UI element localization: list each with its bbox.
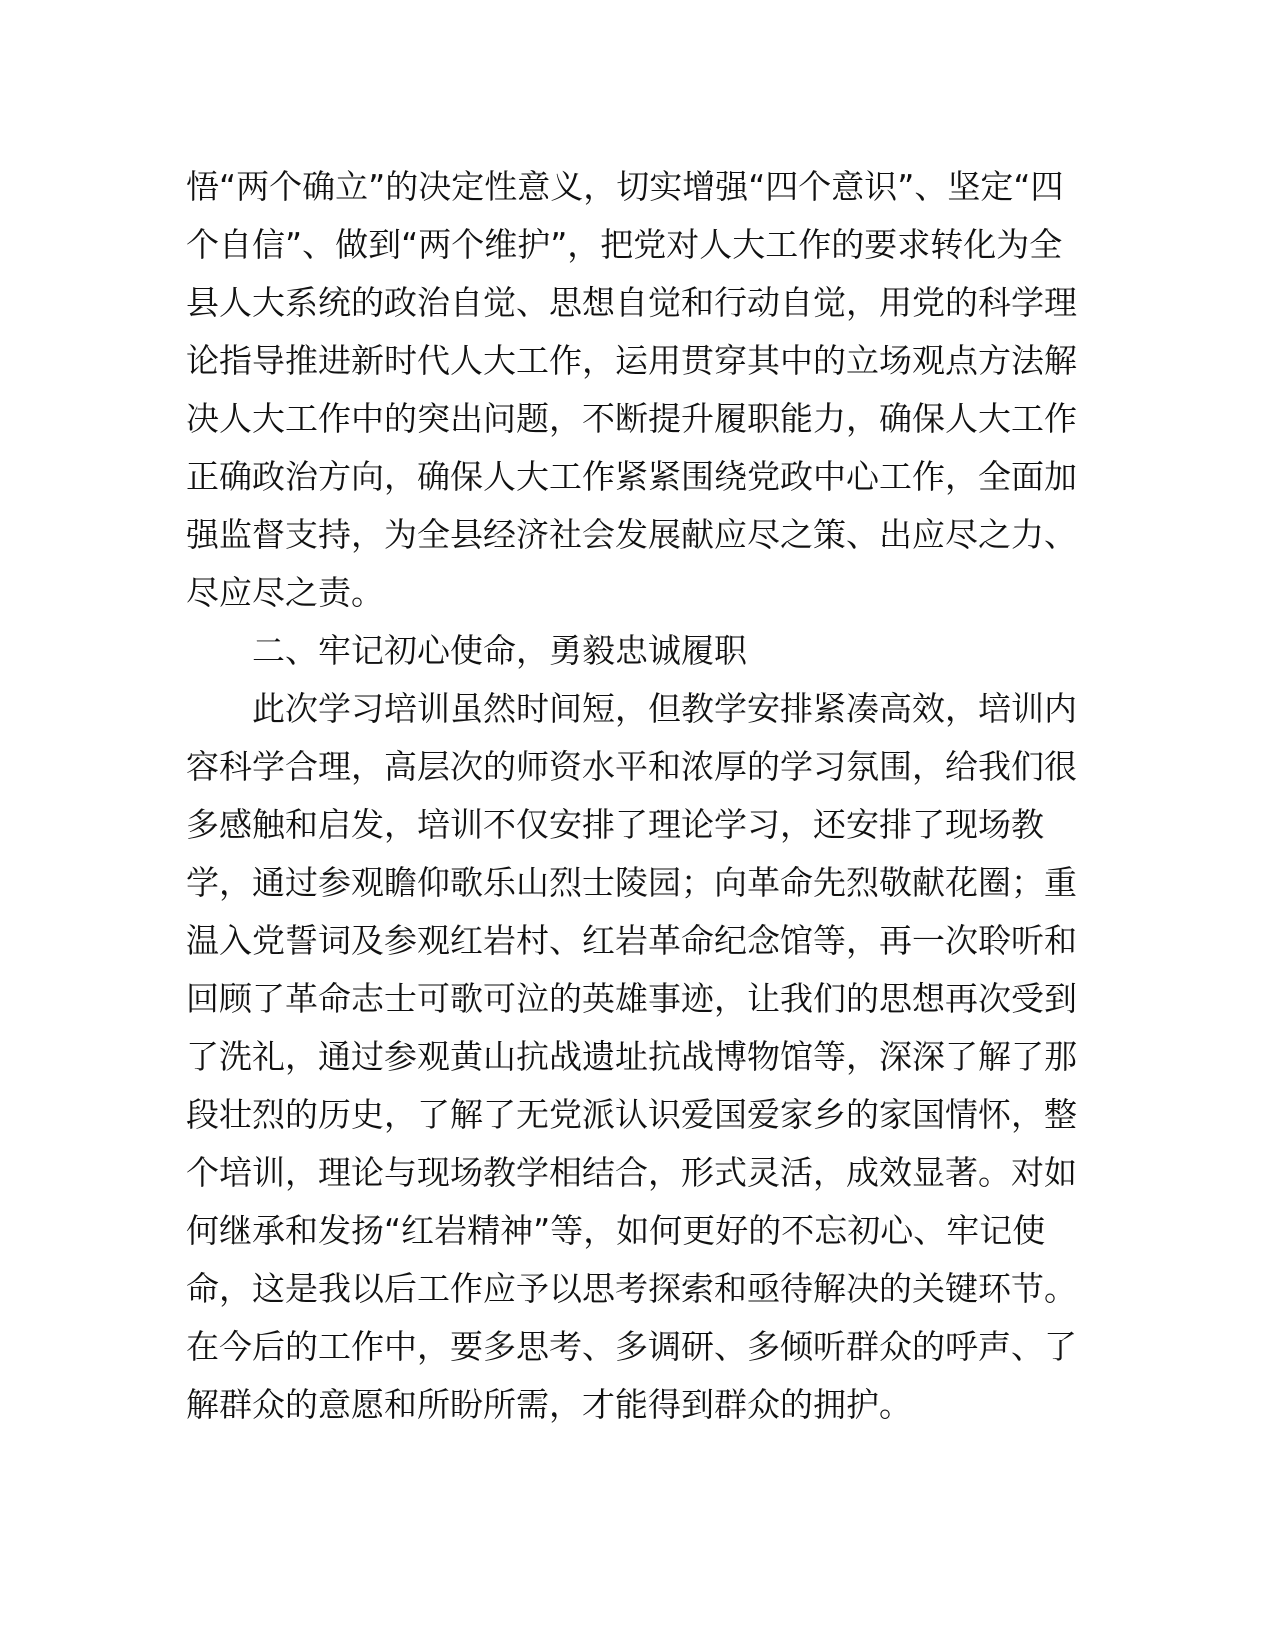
text-line: 正确政治方向，确保人大工作紧紧围绕党政中心工作，全面加 — [186, 457, 1077, 496]
text-line: 多感触和启发，培训不仅安排了理论学习，还安排了现场教 — [186, 805, 1044, 844]
text-line: 论指导推进新时代人大工作，运用贯穿其中的立场观点方法解 — [186, 341, 1077, 380]
text-line: 段壮烈的历史，了解了无党派认识爱国爱家乡的家国情怀，整 — [186, 1095, 1077, 1134]
text-line: 何继承和发扬“红岩精神”等，如何更好的不忘初心、牢记使 — [186, 1211, 1046, 1250]
text-line: 在今后的工作中，要多思考、多调研、多倾听群众的呼声、了 — [186, 1327, 1077, 1366]
text-line: 了洗礼，通过参观黄山抗战遗址抗战博物馆等，深深了解了那 — [186, 1037, 1077, 1076]
paragraph-1 — [186, 158, 1090, 622]
text-line: 此次学习培训虽然时间短，但教学安排紧凑高效，培训内 — [252, 689, 1077, 728]
text-line: 县人大系统的政治自觉、思想自觉和行动自觉，用党的科学理 — [186, 283, 1077, 322]
text-line: 尽应尽之责。 — [186, 573, 384, 612]
text-line: 命，这是我以后工作应予以思考探索和亟待解决的关键环节。 — [186, 1269, 1077, 1308]
document-page — [186, 158, 1090, 1434]
text-line: 个培训，理论与现场教学相结合，形式灵活，成效显著。对如 — [186, 1153, 1077, 1192]
text-line: 回顾了革命志士可歌可泣的英雄事迹，让我们的思想再次受到 — [186, 979, 1077, 1018]
paragraph-2 — [186, 680, 1090, 1434]
text-line: 解群众的意愿和所盼所需，才能得到群众的拥护。 — [186, 1385, 912, 1424]
section-heading: 二、牢记初心使命，勇毅忠诚履职 — [252, 631, 747, 670]
text-line: 温入党誓词及参观红岩村、红岩革命纪念馆等，再一次聆听和 — [186, 921, 1077, 960]
text-line: 强监督支持，为全县经济社会发展献应尽之策、出应尽之力、 — [186, 515, 1077, 554]
text-line: 悟“两个确立”的决定性意义，切实增强“四个意识”、坚定“四 — [186, 167, 1064, 206]
text-line: 决人大工作中的突出问题，不断提升履职能力，确保人大工作 — [186, 399, 1077, 438]
text-line: 个自信”、做到“两个维护”，把党对人大工作的要求转化为全 — [186, 225, 1063, 264]
text-line: 学，通过参观瞻仰歌乐山烈士陵园；向革命先烈敬献花圈；重 — [186, 863, 1077, 902]
text-line: 容科学合理，高层次的师资水平和浓厚的学习氛围，给我们很 — [186, 747, 1077, 786]
